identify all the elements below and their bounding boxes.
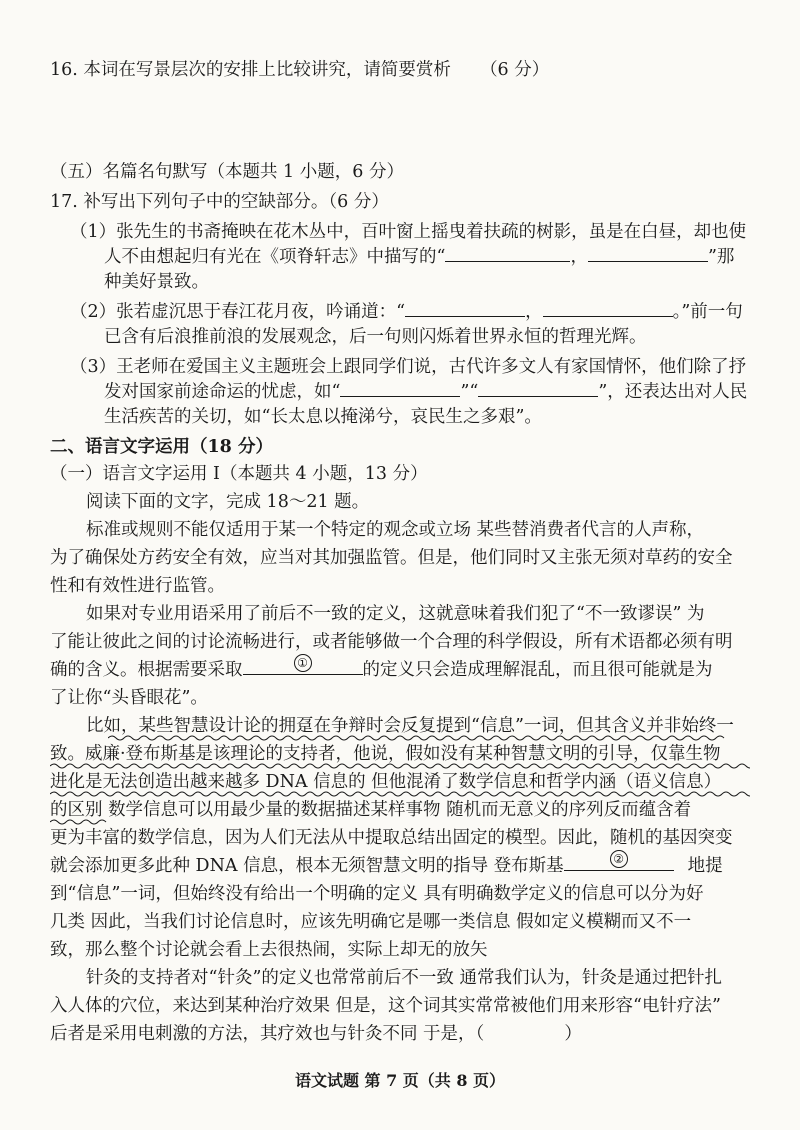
question-16-text: 16. 本词在写景层次的安排上比较讲究，请简要赏析 — [50, 60, 451, 80]
q17-item1-line3: 种美好景致。 — [104, 272, 209, 292]
passage-line: 进化是无法创造出越来越多 DNA 信息的 但他混淆了数学信息和哲学内涵（语义信息） — [50, 772, 722, 792]
passage-text: 确的含义。根据需要采取 — [50, 660, 243, 680]
passage-line: 更为丰富的数学信息，因为人们无法从中提取总结出固定的模型。因此，随机的基因突变 — [50, 828, 733, 848]
blank-number: ① — [294, 654, 312, 672]
passage-line: 了能让彼此之间的讨论流畅进行，或者能够做一个合理的科学假设，所有术语都必须有明 — [50, 632, 733, 652]
q17-item2-line1 — [70, 300, 743, 324]
answer-blank[interactable] — [340, 380, 460, 397]
page-footer: 语文试题 第 7 页（共 8 页） — [294, 1071, 506, 1090]
answer-blank[interactable] — [405, 300, 525, 317]
wavy-underline — [50, 791, 750, 797]
passage-line — [50, 1022, 582, 1046]
q17-item2-prefix: （2）张若虚沉思于春江花月夜，吟诵道：“ — [70, 302, 406, 322]
reading-instruction: 阅读下面的文字，完成 18～21 题。 — [86, 492, 370, 512]
answer-blank[interactable] — [543, 300, 673, 317]
q17-item1-line2 — [104, 245, 734, 269]
passage-line: 到“信息”一词，但始终没有给出一个明确的定义 具有明确数学定义的信息可以分为好 — [50, 884, 704, 904]
q17-item3-mid: ”“ — [460, 382, 479, 402]
section-5-heading: （五）名篇名句默写（本题共 1 小题，6 分） — [50, 162, 404, 182]
q17-item1-sep: ， — [570, 247, 588, 267]
question-17-stem: 17. 补写出下列句子中的空缺部分。（6 分） — [50, 192, 389, 212]
wavy-underline — [108, 735, 748, 741]
passage-line: 如果对专业用语采用了前后不一致的定义，这就意味着我们犯了“不一致谬误” 为 — [86, 604, 705, 624]
q17-item3-line1: （3）王老师在爱国主义主题班会上跟同学们说，古代许多文人有家国情怀，他们除了抒 — [70, 357, 747, 377]
passage-line: 为了确保处方药安全有效，应当对其加强监管。但是，他们同时又主张无须对草药的安全 — [50, 548, 733, 568]
q17-item2-line2: 已含有后浪推前浪的发展观念，后一句则闪烁着世界永恒的哲理光辉。 — [104, 327, 647, 347]
passage-line: 比如，某些智慧设计论的拥趸在争辩时会反复提到“信息”一词，但其含义并非始终一 — [86, 716, 734, 736]
question-16-score: （6 分） — [480, 60, 550, 80]
q17-item2-sep: ， — [525, 302, 543, 322]
blank-number: ② — [610, 850, 628, 868]
answer-blank[interactable] — [478, 380, 598, 397]
passage-line: 针灸的支持者对“针灸”的定义也常常前后不一致 通常我们认为，针灸是通过把针扎 — [86, 968, 722, 988]
part-2-heading: 二、语言文字运用（18 分） — [50, 437, 273, 457]
passage-line: 的区别 数学信息可以用最少量的数据描述某样事物 随机而无意义的序列反而蕴含着 — [50, 800, 692, 820]
q17-item3-prefix: 发对国家前途命运的忧虑，如“ — [104, 382, 341, 402]
q17-item1-suffix: ”那 — [707, 247, 735, 267]
answer-blank-1[interactable] — [243, 658, 363, 675]
passage-text: 就会添加更多此种 DNA 信息，根本无须智慧文明的指导 登布斯基 — [50, 856, 564, 876]
question-16 — [50, 58, 549, 82]
passage-text: 后者是采用电刺激的方法，其疗效也与针灸不同 于是，（ — [50, 1024, 485, 1044]
wavy-underline — [50, 763, 750, 769]
passage-line: 几类 因此，当我们讨论信息时，应该先明确它是哪一类信息 假如定义模糊而又不一 — [50, 912, 692, 932]
passage-text: 地提 — [687, 856, 723, 876]
q17-item2-suffix: 。”前一句 — [672, 302, 743, 322]
answer-blank[interactable] — [588, 245, 708, 262]
passage-line — [50, 658, 713, 682]
passage-text: ） — [564, 1024, 582, 1044]
passage-line: 标准或规则不能仅适用于某一个特定的观念或立场 某些替消费者代言的人声称， — [86, 520, 705, 540]
q17-item1-line1: （1）张先生的书斋掩映在花木丛中，百叶窗上摇曳着扶疏的树影，虽是在白昼，却也使 — [70, 222, 747, 242]
q17-item3-line3: 生活疾苦的关切，如“长太息以掩涕兮，哀民生之多艰”。 — [104, 407, 542, 427]
passage-line: 致，那么整个讨论就会看上去很热闹，实际上却无的放矢 — [50, 940, 488, 960]
q17-item1-prefix: 人不由想起归有光在《项脊轩志》中描写的“ — [104, 247, 446, 267]
passage-text: 的定义只会造成理解混乱，而且很可能就是为 — [362, 660, 713, 680]
section-1-heading: （一）语言文字运用 Ⅰ（本题共 4 小题，13 分） — [50, 464, 428, 484]
answer-blank[interactable] — [445, 245, 570, 262]
wavy-underline — [50, 819, 110, 825]
passage-line — [50, 854, 723, 878]
passage-line: 了让你“头昏眼花”。 — [50, 688, 208, 708]
q17-item3-line2 — [104, 380, 747, 404]
q17-item3-suffix: ”，还表达出对人民 — [598, 382, 748, 402]
answer-blank-2[interactable] — [564, 854, 674, 871]
passage-line: 入人体的穴位，来达到某种治疗效果 但是，这个词其实常常被他们用来形容“电针疗法” — [50, 996, 721, 1016]
passage-line: 性和有效性进行监管。 — [50, 576, 225, 596]
passage-line: 致。威廉·登布斯基是该理论的支持者，他说，假如没有某种智慧文明的引导，仅靠生物 — [50, 744, 721, 764]
